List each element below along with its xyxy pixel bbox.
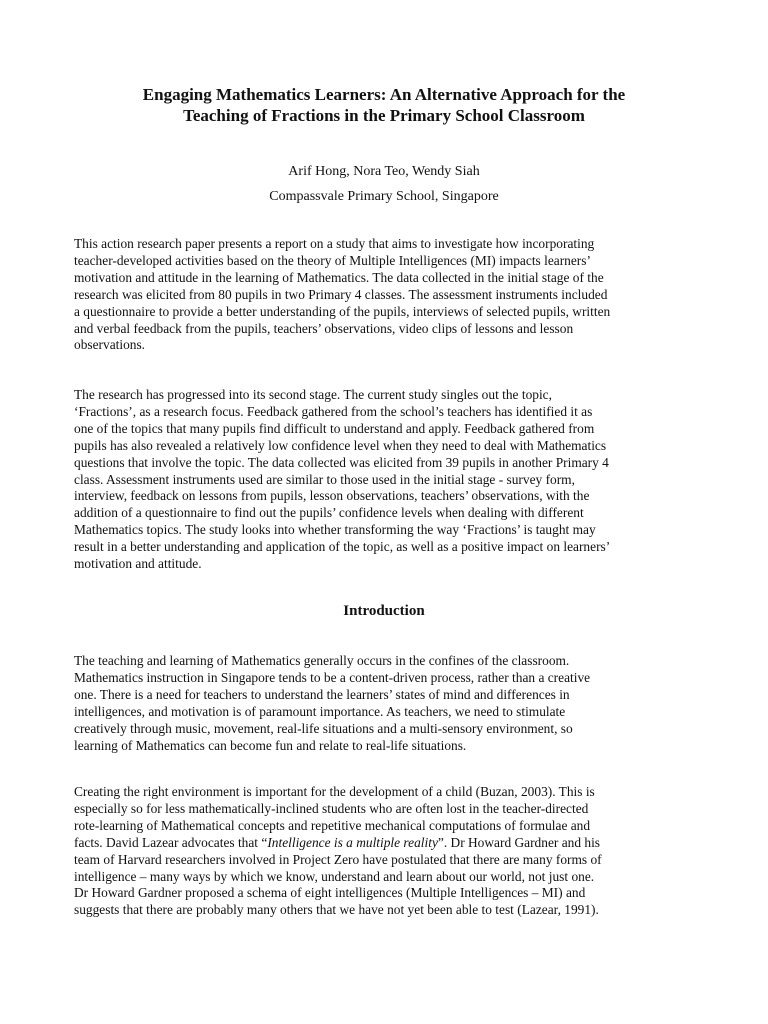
text-line: questions that involve the topic. The data collected was elicited from 39 pupils in another Primary 4 [74,454,609,470]
text-line: suggests that there are probably many others that we have not yet been able to test (Lazear, 1991). [74,902,599,918]
text-line: a questionnaire to provide a better understanding of the pupils, interviews of selected pupils, written [74,303,611,319]
text-line: and verbal feedback from the pupils, teachers’ observations, video clips of lessons and lesson [74,320,574,336]
text-line: pupils has also revealed a relatively low confidence level when they need to deal with Mathematics [74,437,607,453]
text-line: intelligences, and motivation is of paramount importance. As teachers, we need to stimulate [74,703,566,719]
text-line: motivation and attitude in the learning of Mathematics. The data collected in the initial stage of the [74,269,604,285]
text-line: learning of Mathematics can become fun and relate to real-life situations. [74,737,467,753]
abstract-paragraph-2 [74,387,714,573]
section-heading-introduction: Introduction [343,603,425,619]
text-line-with-quote [74,835,714,852]
text-line: The research has progressed into its second stage. The current study singles out the topic, [74,387,552,402]
title-line: Engaging Mathematics Learners: An Alternative Approach for the [142,85,626,104]
text-line: Creating the right environment is important for the development of a child (Buzan, 2003). This is [74,784,595,799]
text-line: Mathematics instruction in Singapore tends to be a content-driven process, rather than a creative [74,669,591,685]
text-line: creatively through music, movement, real-life situations and a multi-sensory environment, so [74,720,573,736]
text-line: This action research paper presents a report on a study that aims to investigate how incorporating [74,236,595,251]
affiliation: Compassvale Primary School, Singapore [269,189,499,204]
text-line: ‘Fractions’, as a research focus. Feedback gathered from the school’s teachers has identified it as [74,403,593,419]
authors: Arif Hong, Nora Teo, Wendy Siah [288,164,480,179]
text-line: intelligence – many ways by which we know, understand and learn about our world, not just one. [74,868,595,884]
text-fragment: ”. Dr Howard Gardner and his [437,834,601,850]
text-line: teacher-developed activities based on the theory of Multiple Intelligences (MI) impacts learners’ [74,252,591,268]
text-line: observations. [74,337,146,353]
abstract-paragraph-1 [74,236,714,354]
quoted-text: Intelligence is a multiple reality [267,834,438,850]
text-line: Dr Howard Gardner proposed a schema of eight intelligences (Multiple Intelligences – MI) and [74,885,586,901]
text-line: research was elicited from 80 pupils in two Primary 4 classes. The assessment instruments included [74,286,608,302]
text-line: result in a better understanding and application of the topic, as well as a positive impact on learners’ [74,539,611,555]
text-line: interview, feedback on lessons from pupils, lesson observations, teachers’ observations, with the [74,488,590,504]
text-line: motivation and attitude. [74,556,202,572]
text-line: Mathematics topics. The study looks into whether transforming the way ‘Fractions’ is taught may [74,522,596,538]
text-line: class. Assessment instruments used are similar to those used in the initial stage - survey form, [74,471,575,487]
text-line: one. There is a need for teachers to understand the learners’ states of mind and differences in [74,686,570,702]
text-line: rote-learning of Mathematical concepts and repetitive mechanical computations of formulae and [74,817,591,833]
introduction-paragraph-1 [74,653,714,754]
text-line: one of the topics that many pupils find difficult to understand and apply. Feedback gathered from [74,420,595,436]
text-line: team of Harvard researchers involved in Project Zero have postulated that there are many forms of [74,851,602,867]
text-fragment: facts. David Lazear advocates that “ [74,834,268,850]
text-line: The teaching and learning of Mathematics generally occurs in the confines of the classroom. [74,653,570,668]
text-line: especially so for less mathematically-inclined students who are often lost in the teacher-directed [74,800,589,816]
paper-title [60,84,708,126]
introduction-paragraph-2 [74,784,714,919]
title-line: Teaching of Fractions in the Primary School Classroom [183,106,585,125]
text-line: addition of a questionnaire to find out the pupils’ confidence levels when dealing with different [74,505,584,521]
